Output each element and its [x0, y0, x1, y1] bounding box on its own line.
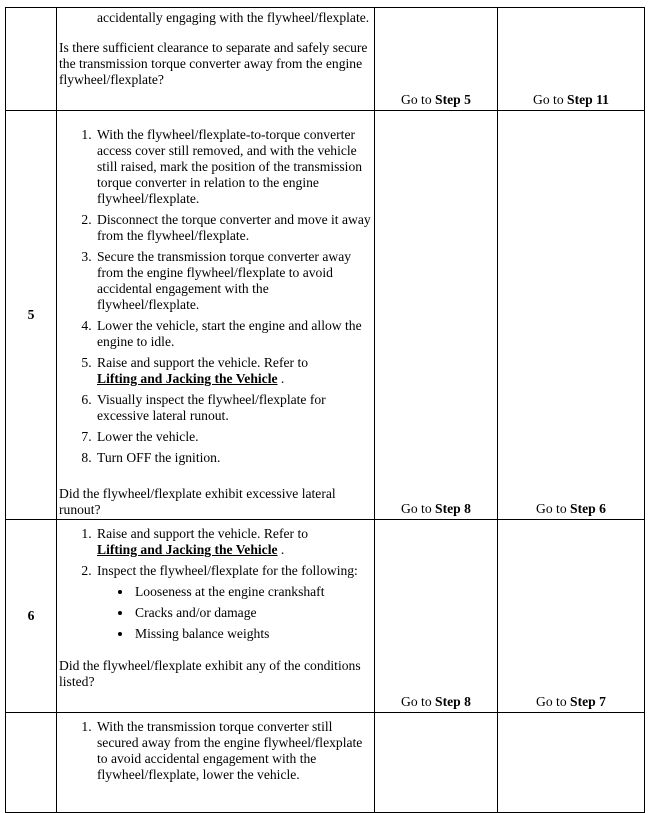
- table-row: [6, 520, 645, 713]
- step-list: [59, 719, 371, 783]
- step-number: 5: [27, 307, 35, 322]
- question-text: Did the flywheel/flexplate exhibit excessive lateral runout?: [59, 486, 336, 517]
- no-prefix: Go to: [536, 501, 567, 516]
- no-result-cell: [498, 111, 645, 520]
- no-step-link[interactable]: Step 7: [570, 694, 606, 709]
- action-cell: [57, 111, 375, 520]
- yes-result-cell: [375, 520, 498, 713]
- step-list: [59, 127, 371, 466]
- no-prefix: Go to: [536, 694, 567, 709]
- no-prefix: Go to: [533, 92, 564, 107]
- table-row: [6, 8, 645, 111]
- lifting-jacking-link[interactable]: Lifting and Jacking the Vehicle: [97, 371, 278, 386]
- no-result-cell: [498, 8, 645, 111]
- list-item: 1. With the flywheel/flexplate-to-torque converter access cover still removed, and with the vehicle still raised, mark the position of the transmission torque converter in relation to the engine flywheel/flexplate.: [95, 127, 371, 207]
- list-item: 6. Visually inspect the flywheel/flexplate for excessive lateral runout.: [95, 392, 371, 424]
- no-result-cell: [498, 520, 645, 713]
- action-cell: [57, 520, 375, 713]
- no-result-cell: [498, 713, 645, 813]
- action-cell: [57, 713, 375, 813]
- no-step-link[interactable]: Step 11: [567, 92, 609, 107]
- yes-result-cell: [375, 111, 498, 520]
- table-row: [6, 713, 645, 813]
- yes-prefix: Go to: [401, 501, 432, 516]
- condition-list: [97, 584, 371, 642]
- step-number-cell: [6, 713, 57, 813]
- step-number-cell: [6, 111, 57, 520]
- list-item: 1. With the transmission torque converter still secured away from the engine flywheel/flexplate to avoid accidental engagement with the flywheel/flexplate, lower the vehicle.: [95, 719, 371, 783]
- table-row: [6, 111, 645, 520]
- yes-result-cell: [375, 8, 498, 111]
- yes-result-cell: [375, 713, 498, 813]
- list-item: 8. Turn OFF the ignition.: [95, 450, 371, 466]
- step-number-cell: [6, 8, 57, 111]
- question-text: Did the flywheel/flexplate exhibit any of the conditions listed?: [59, 658, 361, 689]
- lifting-jacking-link[interactable]: Lifting and Jacking the Vehicle: [97, 542, 278, 557]
- question-text: Is there sufficient clearance to separate and safely secure the transmission torque converter away from the engine flywheel/flexplate?: [59, 40, 368, 87]
- list-item: • Looseness at the engine crankshaft: [133, 584, 371, 600]
- list-item: 2. Inspect the flywheel/flexplate for the following: • Looseness at the engine crankshaft • Cracks and/or damage • Missing balance weights: [95, 563, 371, 642]
- list-item: 5. Raise and support the vehicle. Refer to Lifting and Jacking the Vehicle .: [95, 355, 371, 387]
- yes-prefix: Go to: [401, 92, 432, 107]
- list-item: • Cracks and/or damage: [133, 605, 371, 621]
- no-step-link[interactable]: Step 6: [570, 501, 606, 516]
- list-item: 4. Lower the vehicle, start the engine and allow the engine to idle.: [95, 318, 371, 350]
- step-number: 6: [27, 608, 35, 623]
- step-list: [59, 526, 371, 642]
- list-item: 3. Secure the transmission torque converter away from the engine flywheel/flexplate to avoid accidental engagement with the flywheel/flexplate.: [95, 249, 371, 313]
- yes-prefix: Go to: [401, 694, 432, 709]
- continuation-text: accidentally engaging with the flywheel/flexplate.: [97, 10, 370, 25]
- list-item: 2. Disconnect the torque converter and move it away from the flywheel/flexplate.: [95, 212, 371, 244]
- list-item: 7. Lower the vehicle.: [95, 429, 371, 445]
- list-item: • Missing balance weights: [133, 626, 371, 642]
- action-cell: [57, 8, 375, 111]
- diagnostic-table: [5, 7, 645, 813]
- step-number-cell: [6, 520, 57, 713]
- yes-step-link[interactable]: Step 8: [435, 694, 471, 709]
- yes-step-link[interactable]: Step 5: [435, 92, 471, 107]
- list-item: 1. Raise and support the vehicle. Refer to Lifting and Jacking the Vehicle .: [95, 526, 371, 558]
- yes-step-link[interactable]: Step 8: [435, 501, 471, 516]
